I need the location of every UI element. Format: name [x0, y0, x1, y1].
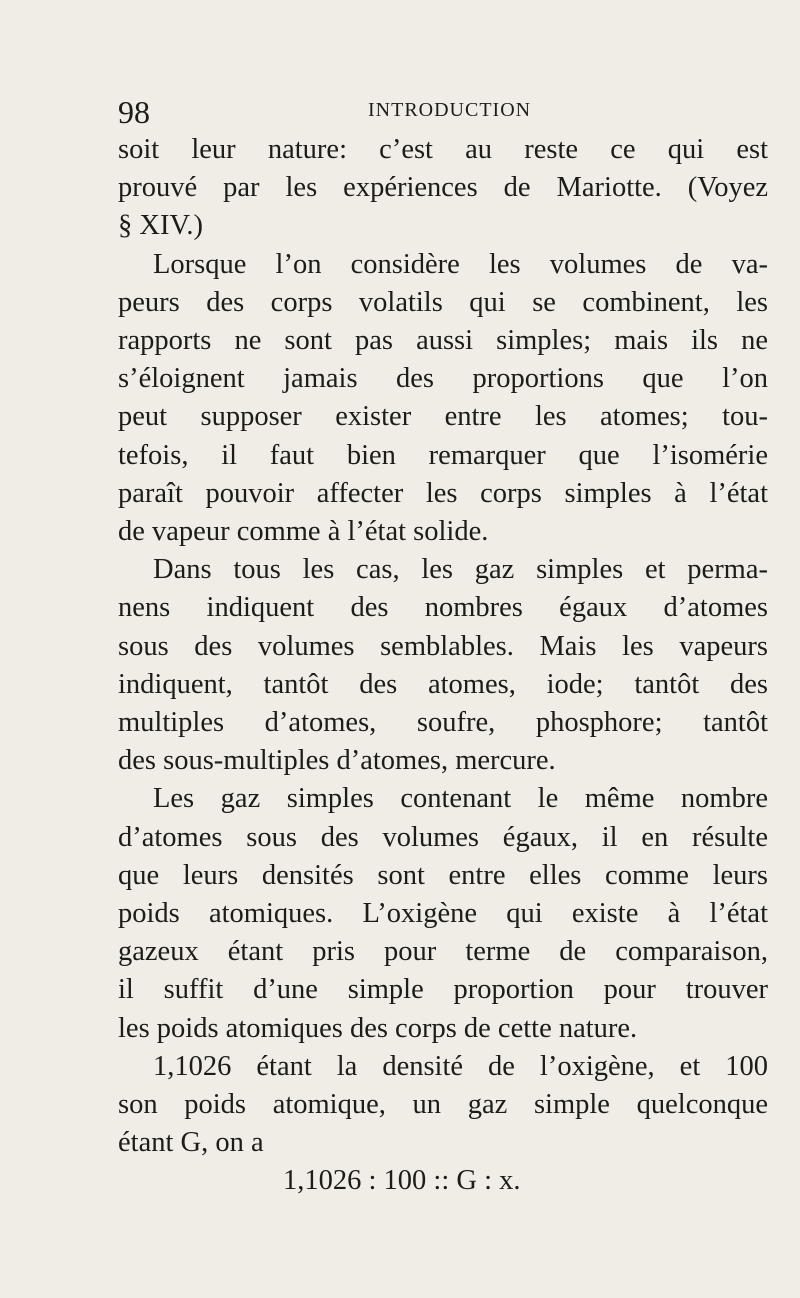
paragraph-start-line: Lorsque l’on considère les volumes de va-: [153, 248, 768, 280]
text-line: rapports ne sont pas aussi simples; mais ils ne: [118, 325, 768, 357]
text-line: prouvé par les expériences de Mariotte. (Voyez: [118, 172, 768, 204]
text-line: son poids atomique, un gaz simple quelconque: [118, 1089, 768, 1121]
text-line: il suffit d’une simple proportion pour trouver: [118, 974, 768, 1006]
text-line: les poids atomiques des corps de cette nature.: [118, 1012, 638, 1044]
text-line: s’éloignent jamais des proportions que l’on: [118, 363, 768, 395]
text-line: § XIV.): [118, 210, 203, 242]
text-line: peut supposer exister entre les atomes; tou-: [118, 401, 768, 433]
text-line: poids atomiques. L’oxigène qui existe à l’état: [118, 898, 768, 930]
body-text: [118, 131, 768, 1201]
text-line: indiquent, tantôt des atomes, iode; tantôt des: [118, 668, 768, 700]
running-title: INTRODUCTION: [368, 99, 532, 121]
paragraph-start-line: 1,1026 étant la densité de l’oxigène, et 100: [153, 1050, 768, 1082]
proportion-formula: 1,1026 : 100 :: G : x.: [283, 1165, 521, 1197]
text-line: soit leur nature: c’est au reste ce qui est: [118, 134, 768, 165]
paragraph-start-line: Dans tous les cas, les gaz simples et perma-: [153, 554, 768, 586]
text-line: d’atomes sous des volumes égaux, il en résulte: [118, 821, 768, 853]
paragraph-start-line: Les gaz simples contenant le même nombre: [153, 783, 768, 815]
text-line: peurs des corps volatils qui se combinent, les: [118, 286, 768, 318]
text-line: des sous-multiples d’atomes, mercure.: [118, 745, 556, 777]
text-line: sous des volumes semblables. Mais les vapeurs: [118, 630, 768, 662]
text-line: multiples d’atomes, soufre, phosphore; tantôt: [118, 707, 768, 739]
running-head: [118, 94, 705, 130]
text-line: paraît pouvoir affecter les corps simples à l’état: [118, 477, 768, 509]
text-line: de vapeur comme à l’état solide.: [118, 516, 489, 548]
text-line: nens indiquent des nombres égaux d’atomes: [118, 592, 768, 624]
text-line: tefois, il faut bien remarquer que l’isomérie: [118, 439, 768, 471]
text-line: gazeux étant pris pour terme de comparaison,: [118, 936, 768, 968]
page-number: 98: [118, 94, 150, 130]
text-line: étant G, on a: [118, 1127, 264, 1159]
text-line: que leurs densités sont entre elles comme leurs: [118, 859, 768, 891]
